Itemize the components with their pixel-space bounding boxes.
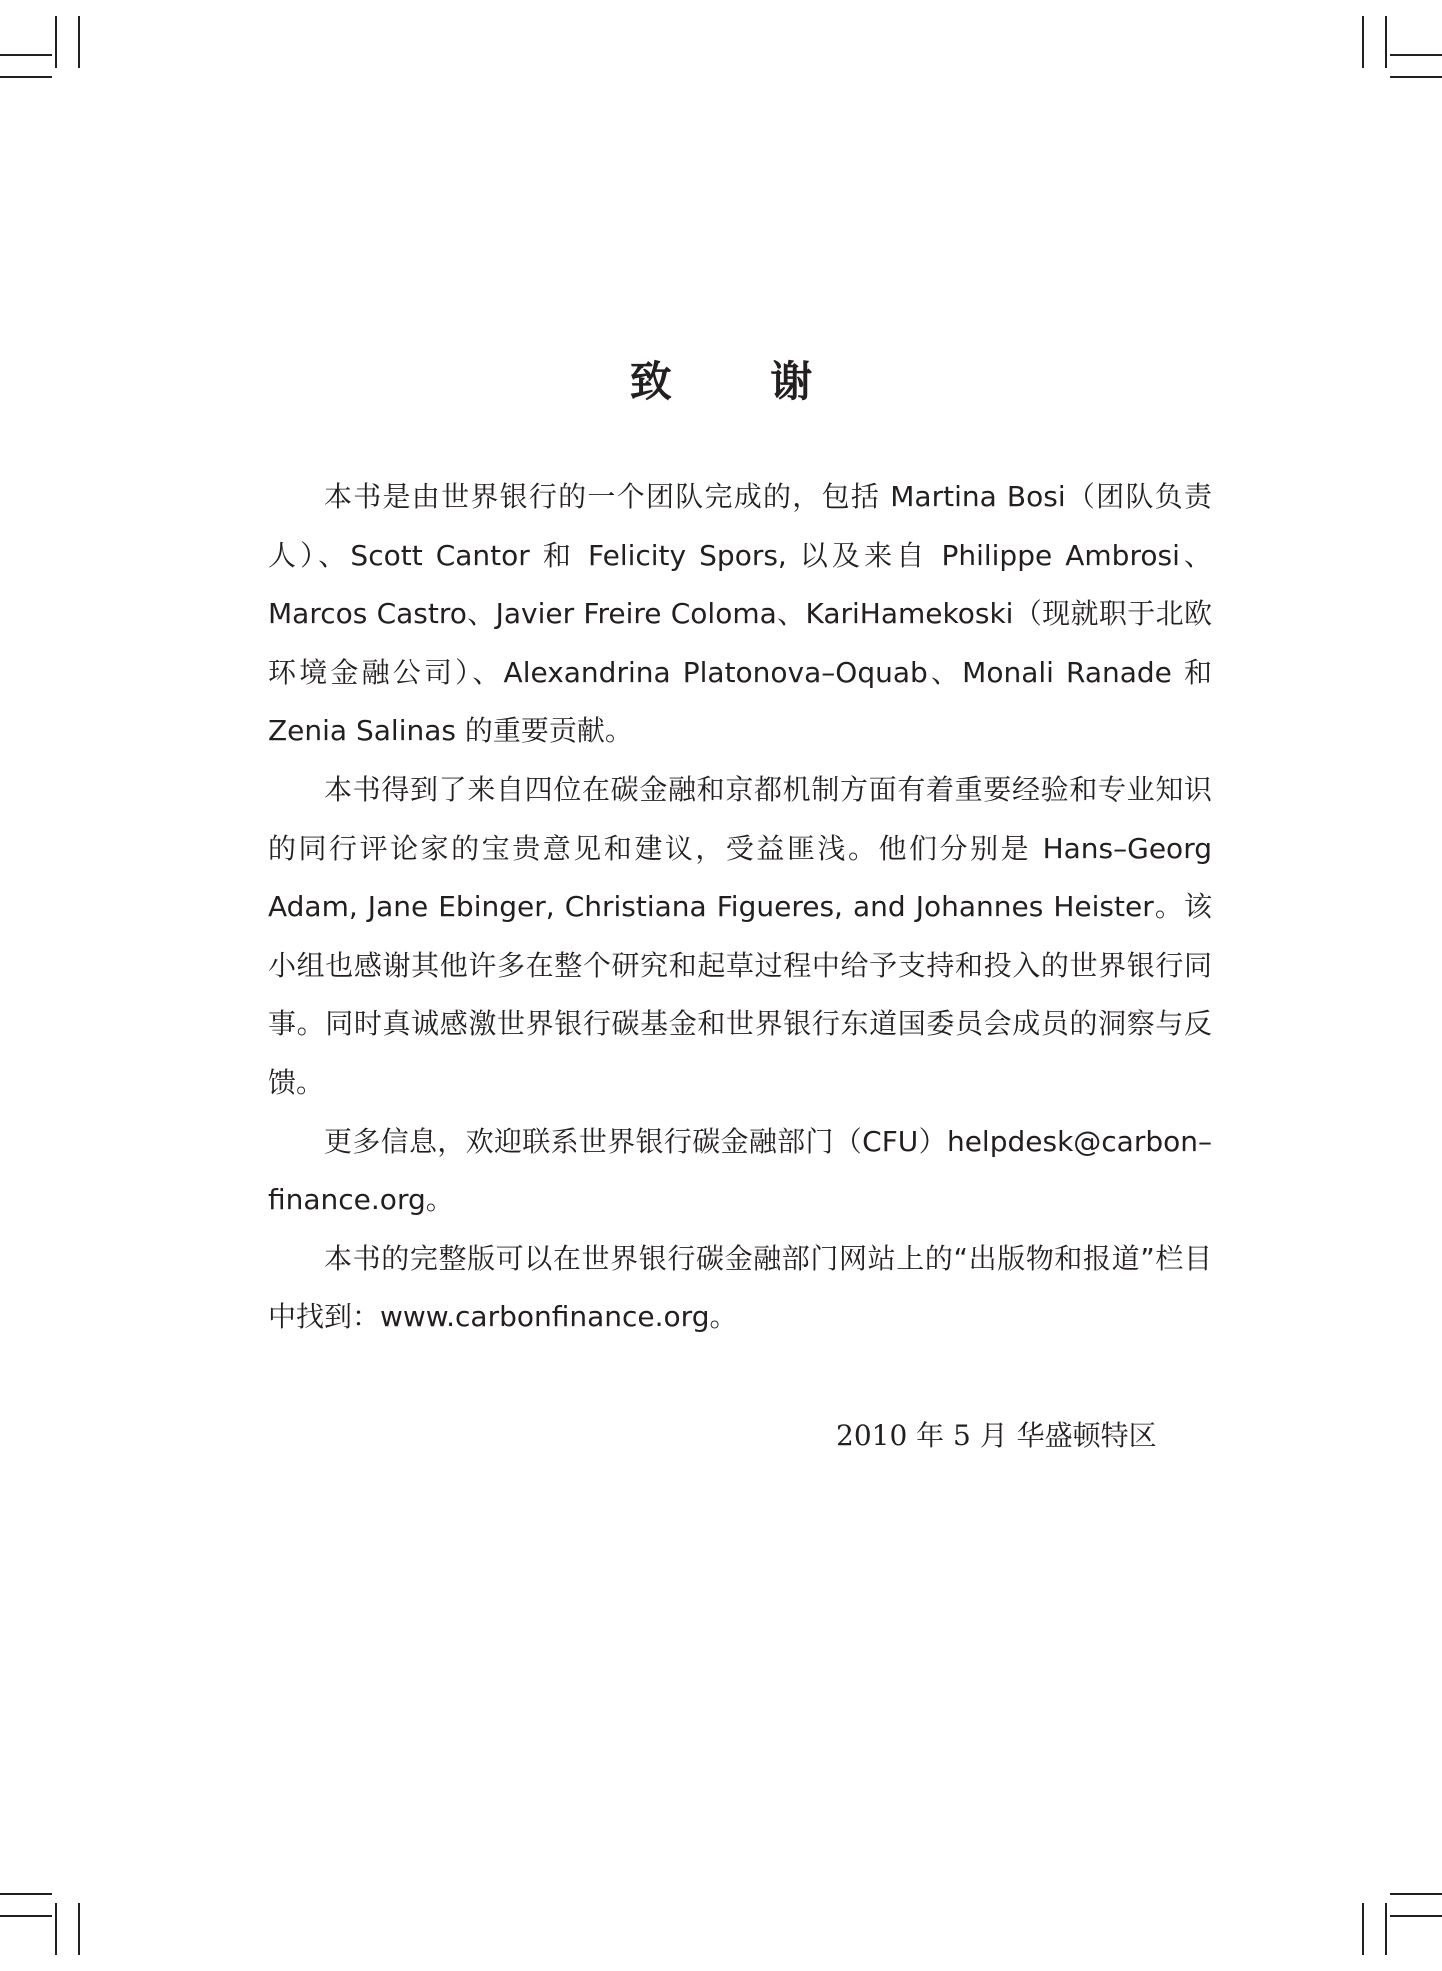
paragraph: 本书是由世界银行的一个团队完成的，包括 Martina Bosi（团队负责人）、Scott Cantor 和 Felicity Spors, 以及来自 Philippe Ambrosi、Marcos Castro、Javier Freire Coloma、KariHamekoski（现就职于北欧环境金融公司）、Alexandrina Platonova–Oquab、Monali Ranade 和 Zenia Salinas 的重要贡献。 (268, 480, 1212, 748)
crop-mark (0, 1893, 52, 1895)
crop-mark (1390, 76, 1442, 78)
crop-mark (1385, 1903, 1387, 1955)
paragraph: 更多信息，欢迎联系世界银行碳金融部门（CFU）helpdesk@carbon–finance.org。 (268, 1124, 1212, 1217)
acknowledgements-body (268, 468, 1212, 1347)
crop-mark (0, 1915, 52, 1917)
crop-mark (55, 16, 57, 68)
paragraph: 本书得到了来自四位在碳金融和京都机制方面有着重要经验和专业知识的同行评论家的宝贵意见和建议，受益匪浅。他们分别是 Hans–Georg Adam, Jane Ebinger, Christiana Figueres, and Johannes Heister。该小组也感谢其他许多在整个研究和起草过程中给予支持和投入的世界银行同事。同时真诚感激世界银行碳基金和世界银行东道国委员会成员的洞察与反馈。 (268, 772, 1212, 1099)
crop-mark (1385, 16, 1387, 68)
crop-mark (78, 1903, 80, 1955)
crop-mark (55, 1903, 57, 1955)
crop-mark (1390, 54, 1442, 56)
crop-mark (1362, 1903, 1364, 1955)
crop-mark (0, 76, 52, 78)
crop-mark (1390, 1893, 1442, 1895)
paragraph: 本书的完整版可以在世界银行碳金融部门网站上的“出版物和报道”栏目中找到：www.carbonfinance.org。 (268, 1241, 1212, 1334)
crop-mark (78, 16, 80, 68)
page-title: 致 谢 (629, 357, 855, 406)
crop-mark (1390, 1915, 1442, 1917)
crop-mark (0, 54, 52, 56)
crop-mark (1362, 16, 1364, 68)
date-place-signature: 2010 年 5 月 华盛顿特区 (836, 1419, 1157, 1452)
